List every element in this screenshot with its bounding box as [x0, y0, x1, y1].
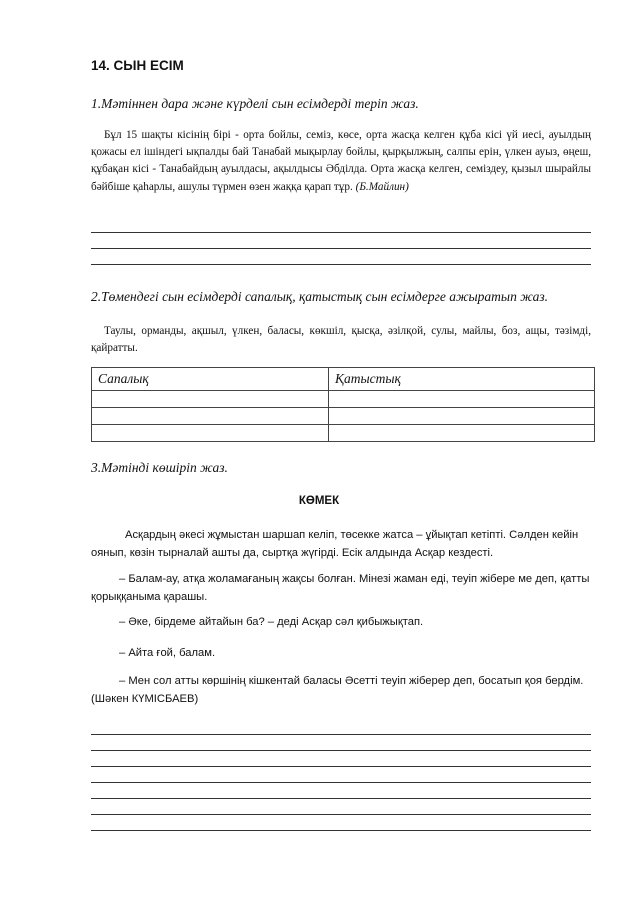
table-cell[interactable] — [92, 408, 329, 425]
task1-author: (Б.Майлин) — [355, 180, 409, 193]
story-paragraph-1 — [91, 527, 591, 562]
answer-line — [91, 248, 591, 249]
table-cell[interactable] — [329, 391, 595, 408]
answer-line — [91, 766, 591, 767]
story-text: – Мен сол атты көршінің кішкентай баласы Әсетті теуіп жіберер деп, босатып қоя бердім. (Шәкен КҮМІСБАЕВ) — [91, 675, 584, 705]
answer-line — [91, 734, 591, 735]
story-text: Асқардың әкесі жұмыстан шаршап келіп, төсекке жатса – ұйықтап кетіпті. Сәлден кейін оянып, көзін тырналай ашты да, сыртқа жүгірді. Есік алдында Асқар кездесті. — [91, 529, 579, 559]
answer-line — [91, 264, 591, 265]
story-text: – Балам-ау, атқа жоламағаның жақсы болған. Мінезі жаман еді, теуіп жібере ме деп, қатты қорыққаныма қарашы. — [91, 573, 590, 603]
task3-heading: 3.Мәтінді көшіріп жаз. — [91, 460, 228, 475]
task1-heading: 1.Мәтіннен дара және күрделі сын есімдерді теріп жаз. — [91, 96, 419, 111]
table-cell[interactable] — [92, 425, 329, 442]
page-title: 14. СЫН ЕСІМ — [91, 58, 184, 73]
classification-table — [91, 367, 595, 442]
table-row — [92, 408, 595, 425]
task1-body: Бұл 15 шақты кісінің бірі - орта бойлы, семіз, көсе, орта жасқа келген құба кісі үй иесі, ауылдың қожасы ел ішіндегі ықпалды бай Танабай мықырлау бойлы, қырқылжың, салпы ерін, үлкен ауыз, өңеш, құбақан кісі - Танабайдың ауылдасы, ақылдысы Әбділда. Орта жасқа келген, семіздеу, қызыл шырайлы бәйбіше қаһарлы, ашулы түрмен өзен жаққа қарап тұр. — [91, 129, 591, 193]
table-header-row — [92, 368, 595, 391]
task1-text — [91, 127, 591, 196]
answer-line — [91, 814, 591, 815]
answer-line — [91, 830, 591, 831]
table-cell[interactable] — [329, 425, 595, 442]
story-text: – Айта ғой, балам. — [119, 647, 216, 659]
story-title: КӨМЕК — [298, 495, 340, 507]
table-cell[interactable] — [92, 391, 329, 408]
story-text: – Әке, бірдеме айтайын ба? – деді Асқар сәл қибыжықтап. — [119, 616, 424, 628]
story-paragraph-3 — [91, 614, 591, 632]
story-paragraph-5 — [91, 673, 591, 708]
table-row — [92, 425, 595, 442]
answer-line — [91, 782, 591, 783]
col-header-katystyk: Қатыстық — [329, 368, 595, 391]
answer-line — [91, 750, 591, 751]
story-paragraph-2 — [91, 571, 591, 606]
task2-heading: 2.Төмендегі сын есімдерді сапалық, қатыстық сын есімдерге ажыратып жаз. — [91, 289, 548, 304]
task2-text — [91, 323, 591, 357]
table-row — [92, 391, 595, 408]
table-cell[interactable] — [329, 408, 595, 425]
col-header-sapalyk: Сапалық — [92, 368, 329, 391]
story-paragraph-4 — [91, 645, 591, 663]
task2-body: Таулы, орманды, ақшыл, үлкен, баласы, көкшіл, қысқа, әзілқой, сулы, майлы, боз, ащы, тәзімді, қайратты. — [91, 325, 591, 355]
answer-line — [91, 798, 591, 799]
answer-line — [91, 232, 591, 233]
